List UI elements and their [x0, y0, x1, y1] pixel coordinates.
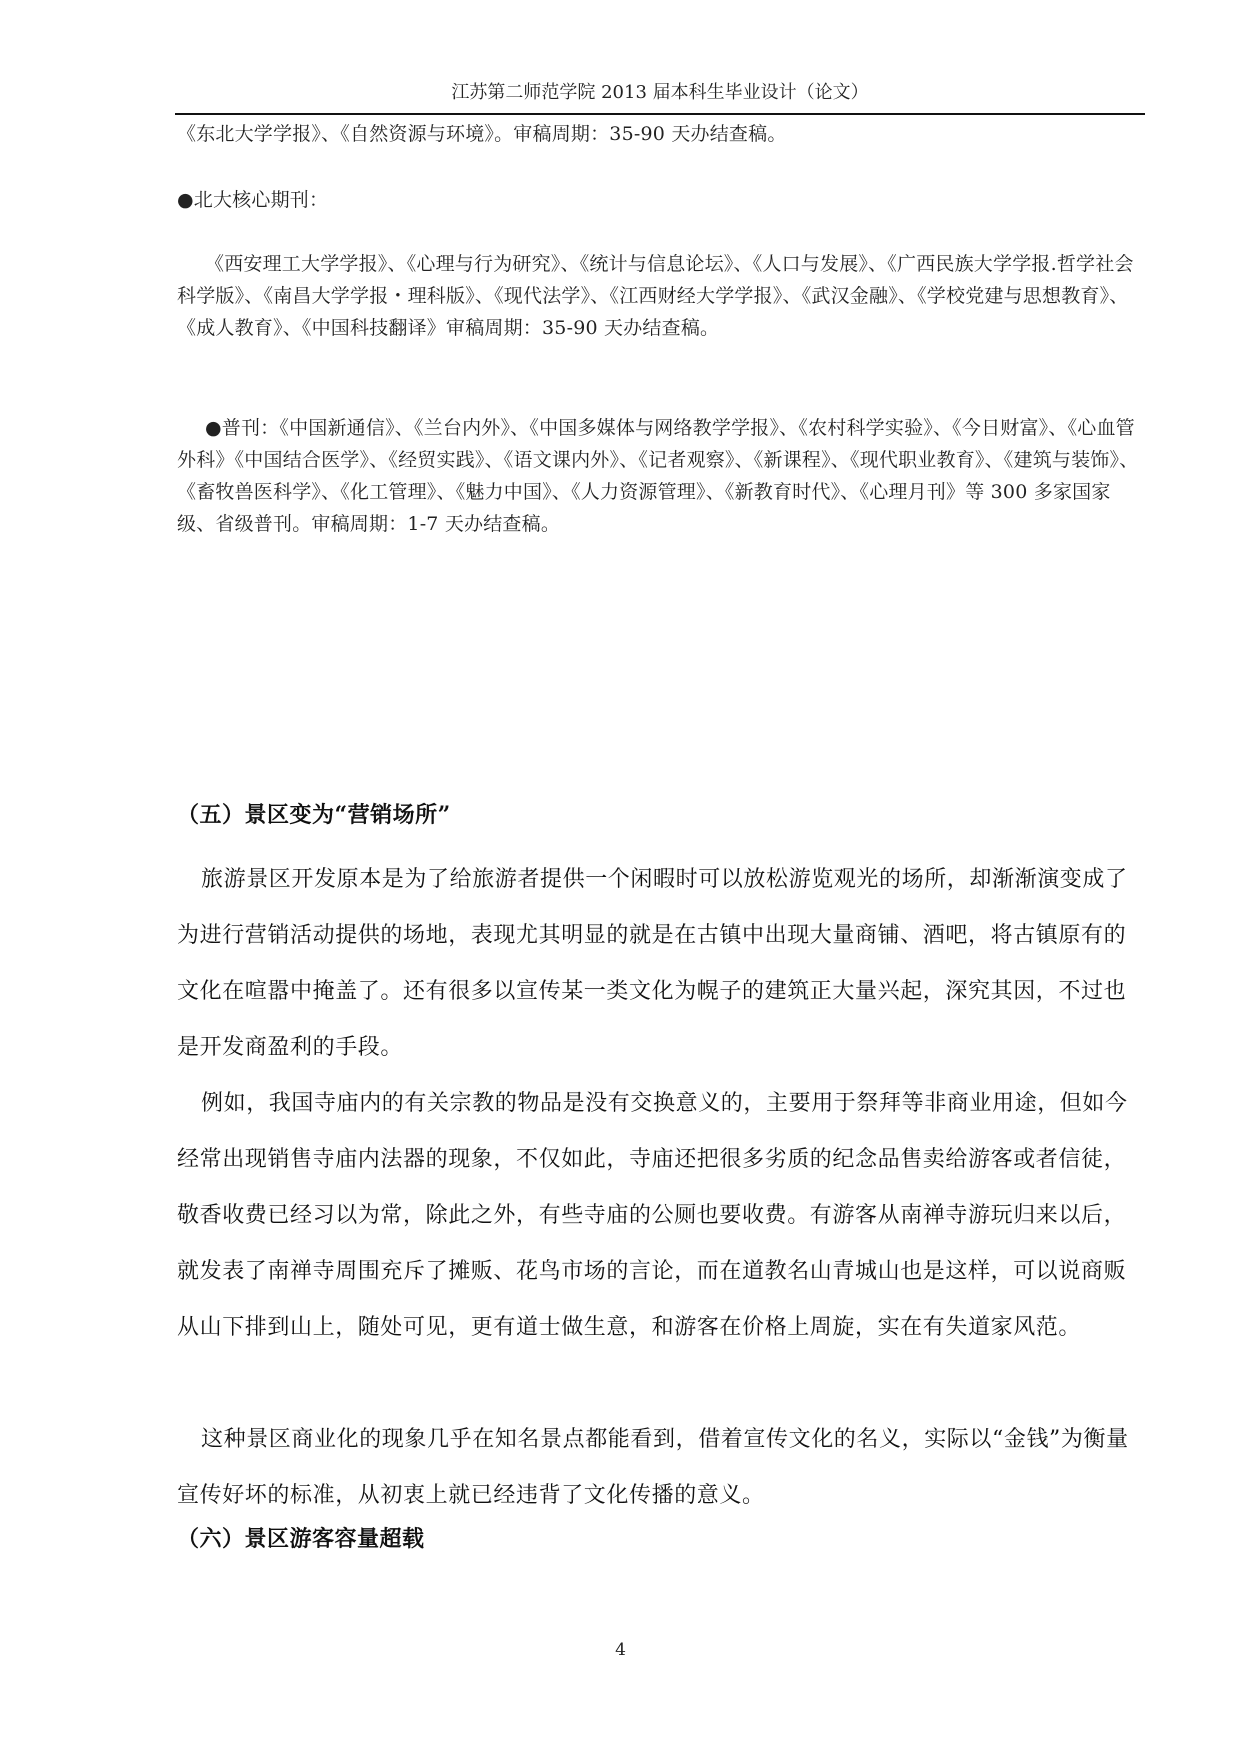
paragraph-text: 这种景区商业化的现象几乎在知名景点都能看到，借着宣传文化的名义，实际以“金钱”为衡量宣传好坏的标准，从初衷上就已经违背了文化传播的意义。	[177, 1427, 1129, 1508]
page-number: 4	[615, 1640, 626, 1660]
pku-core-title-text: ●北大核心期刊：	[177, 189, 329, 211]
page-header: 江苏第二师范学院 2013 届本科生毕业设计（论文）	[451, 82, 869, 103]
pku-core-title	[177, 184, 1145, 216]
section-heading-5: （五）景区变为“营销场所”	[177, 802, 451, 828]
section5-paragraph-1	[177, 852, 1145, 1076]
journal-continued-line	[177, 118, 1145, 150]
pku-core-list	[177, 248, 1145, 344]
journal-continued-text: 《东北大学学报》、《自然资源与环境》。审稿周期：35-90 天办结查稿。	[177, 123, 787, 145]
general-journals	[177, 412, 1145, 540]
paragraph-text: 例如，我国寺庙内的有关宗教的物品是没有交换意义的，主要用于祭拜等非商业用途，但如今经常出现销售寺庙内法器的现象，不仅如此，寺庙还把很多劣质的纪念品售卖给游客或者信徒，敬香收费已经习以为常，除此之外，有些寺庙的公厕也要收费。有游客从南禅寺游玩归来以后，就发表了南禅寺周围充斥了摊贩、花鸟市场的言论，而在道教名山青城山也是这样，可以说商贩从山下排到山上，随处可见，更有道士做生意，和游客在价格上周旋，实在有失道家风范。	[177, 1091, 1128, 1340]
paragraph-text: 旅游景区开发原本是为了给旅游者提供一个闲暇时可以放松游览观光的场所，却渐渐演变成了为进行营销活动提供的场地，表现尤其明显的就是在古镇中出现大量商铺、酒吧，将古镇原有的文化在喧嚣中掩盖了。还有很多以宣传某一类文化为幌子的建筑正大量兴起，深究其因，不过也是开发商盈利的手段。	[177, 867, 1128, 1060]
pku-core-list-text: 《西安理工大学学报》、《心理与行为研究》、《统计与信息论坛》、《人口与发展》、《广西民族大学学报.哲学社会科学版》、《南昌大学学报・理科版》、《现代法学》、《江西财经大学学报》、《武汉金融》、《学校党建与思想教育》、《成人教育》、《中国科技翻译》审稿周期：35-90 天办结查稿。	[177, 253, 1134, 339]
section5-paragraph-2	[177, 1076, 1145, 1356]
section-heading-6: （六）景区游客容量超载	[177, 1526, 425, 1552]
general-journals-text: ●普刊：《中国新通信》、《兰台内外》、《中国多媒体与网络教学学报》、《农村科学实验》、《今日财富》、《心血管外科》《中国结合医学》、《经贸实践》、《语文课内外》、《记者观察》、《新课程》、《现代职业教育》、《建筑与装饰》、《畜牧兽医科学》、《化工管理》、《魅力中国》、《人力资源管理》、《新教育时代》、《心理月刊》等 300 多家国家级、省级普刊。审稿周期：1-7 天办结查稿。	[177, 417, 1139, 535]
header-rule	[175, 113, 1145, 115]
section5-paragraph-3	[177, 1412, 1145, 1524]
